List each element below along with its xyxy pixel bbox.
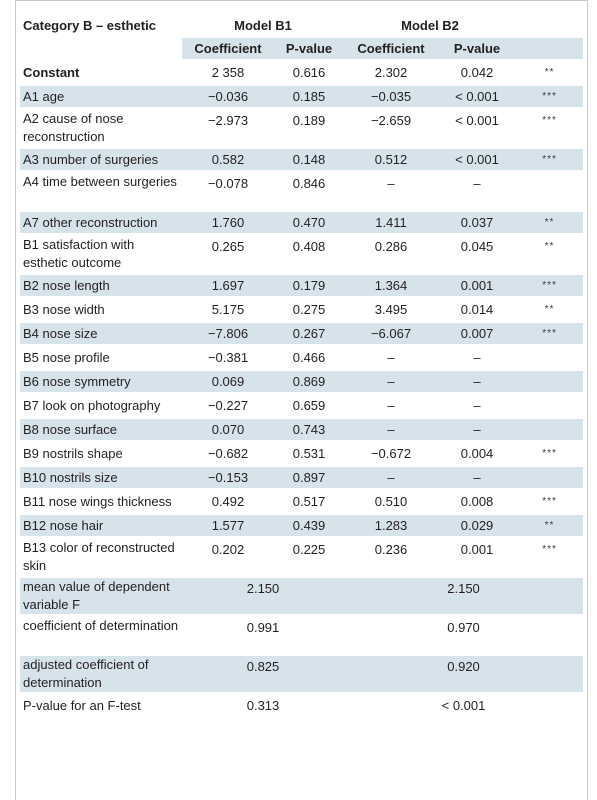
b2-coefficient: 0.286 [374,239,408,254]
b1-coefficient: −0.381 [207,350,249,365]
significance-stars: *** [516,149,583,170]
b1-pvalue: 0.616 [292,65,326,80]
b1-pvalue: 0.275 [292,302,326,317]
table-row [20,467,583,488]
table-row [20,62,583,83]
significance-stars [516,467,583,488]
b2-coefficient: −2.659 [370,113,412,128]
significance-heading [516,38,583,59]
b1-coefficient: −7.806 [182,323,274,344]
table-row [20,515,583,536]
stats-row [20,578,583,614]
table-row [20,419,583,440]
b2-pvalue: – [438,371,516,392]
b1-coefficient: 5.175 [211,302,245,317]
b2-pvalue: 0.029 [438,515,516,536]
b2-coefficient: – [344,467,438,488]
b2-coefficient: 2.302 [374,65,408,80]
b1-pvalue: 0.869 [274,371,344,392]
b1-pvalue: 0.470 [274,212,344,233]
header-row [20,14,583,35]
b1-coefficient: −2.973 [207,113,249,128]
model-b2-stat: 0.970 [447,620,480,635]
row-label: B5 nose profile [23,350,110,365]
model-b1-stat: 0.313 [246,698,280,713]
model-b2-stat: < 0.001 [441,698,486,713]
b1-coefficient: 0.202 [211,542,245,557]
row-label: B7 look on photography [23,398,161,413]
significance-stars: ** [544,304,555,315]
b1-coefficient: −0.227 [207,398,249,413]
table-row [20,236,583,272]
b1-pvalue: 0.659 [292,398,326,413]
b2-pvalue: 0.014 [460,302,494,317]
model-b1-stat: 2.150 [182,578,344,614]
model-b2-stat: 0.920 [344,656,583,692]
significance-stars: *** [542,496,557,507]
b1-pvalue: 0.466 [292,350,326,365]
significance-stars [516,347,583,368]
significance-stars: *** [542,544,557,555]
table-row [20,539,583,575]
b1-coefficient: −0.036 [182,86,274,107]
header-blank [516,14,583,35]
row-label: Constant [23,65,80,80]
b1-pvalue: 0.846 [292,176,326,191]
significance-stars: *** [516,323,583,344]
row-label: B1 satisfaction with esthetic outcome [23,237,135,270]
category-heading: Category B – esthetic [23,18,156,33]
b2-coefficient: – [387,398,395,413]
table-row [20,443,583,464]
b2-pvalue: – [438,467,516,488]
b1-coefficient: 1.760 [182,212,274,233]
table-row [20,299,583,320]
b1-pvalue: 0.408 [292,239,326,254]
b2-pvalue: – [473,350,481,365]
table-row [20,491,583,512]
row-label: A7 other reconstruction [20,212,182,233]
b2-coefficient: – [387,350,395,365]
b2-pvalue: 0.037 [438,212,516,233]
table-row [20,86,583,107]
significance-stars: ** [544,67,555,78]
b1-coefficient: 0.582 [182,149,274,170]
row-label: B9 nostrils shape [23,446,123,461]
b1-pvalue: 0.517 [292,494,326,509]
b1-coefficient: 0.070 [182,419,274,440]
b2-coefficient: 3.495 [374,302,408,317]
table-row [20,275,583,296]
table-row [20,371,583,392]
b2-coefficient: 0.236 [374,542,408,557]
significance-stars: *** [542,115,557,126]
b2-coefficient: – [344,371,438,392]
stats-label: P-value for an F-test [23,698,141,713]
row-label: B8 nose surface [20,419,182,440]
b1-coefficient: 0.069 [182,371,274,392]
significance-stars: *** [516,86,583,107]
row-label: B6 nose symmetry [20,371,182,392]
b2-coefficient-heading: Coefficient [344,38,438,59]
row-label: B12 nose hair [20,515,182,536]
b2-coefficient: 0.512 [344,149,438,170]
significance-stars: ** [516,212,583,233]
b1-pvalue: 0.179 [274,275,344,296]
b2-coefficient: – [387,176,395,191]
row-label: A1 age [20,86,182,107]
significance-stars: *** [542,448,557,459]
b2-coefficient: 1.283 [344,515,438,536]
significance-stars [516,419,583,440]
b1-pvalue: 0.897 [274,467,344,488]
table-row [20,395,583,416]
b2-pvalue-heading: P-value [438,38,516,59]
table-row [20,323,583,344]
b1-coefficient: −0.682 [207,446,249,461]
table-body [20,62,583,716]
subheader-row [20,38,583,59]
b2-pvalue: – [473,398,481,413]
table-row [20,149,583,170]
b1-pvalue: 0.225 [292,542,326,557]
b1-coefficient-heading: Coefficient [182,38,274,59]
table-row [20,212,583,233]
significance-stars [516,395,583,416]
model-b1-stat: 0.991 [246,620,280,635]
subheader-blank [20,38,182,59]
b1-coefficient: 1.697 [182,275,274,296]
stats-label: mean value of dependent variable F [20,578,182,614]
b2-coefficient: −6.067 [344,323,438,344]
row-label: B2 nose length [20,275,182,296]
stats-label: coefficient of determination [23,618,179,633]
b1-pvalue: 0.531 [292,446,326,461]
b2-coefficient: 0.510 [374,494,408,509]
stats-row [20,656,583,692]
b1-coefficient: 0.265 [211,239,245,254]
row-label: A3 number of surgeries [20,149,182,170]
b2-pvalue: < 0.001 [455,113,499,128]
b2-pvalue: – [438,419,516,440]
b1-coefficient: 2 358 [211,65,245,80]
b1-pvalue-heading: P-value [274,38,344,59]
row-label: A4 time between surgeries [23,174,177,189]
b2-pvalue: 0.004 [460,446,494,461]
model-b1-heading: Model B1 [234,18,292,33]
b2-pvalue: 0.042 [460,65,494,80]
b2-pvalue: 0.001 [438,275,516,296]
b2-pvalue: 0.001 [460,542,494,557]
b1-pvalue: 0.439 [274,515,344,536]
b2-pvalue: 0.007 [438,323,516,344]
b2-coefficient: −0.672 [370,446,412,461]
row-label: B13 color of reconstructed skin [23,540,175,573]
b2-pvalue: < 0.001 [438,86,516,107]
significance-stars: ** [544,241,555,252]
significance-stars: ** [516,515,583,536]
row-label: B10 nostrils size [20,467,182,488]
b2-coefficient: 1.411 [344,212,438,233]
stats-label: adjusted coefficient of determination [20,656,182,692]
b1-pvalue: 0.743 [274,419,344,440]
b1-pvalue: 0.189 [292,113,326,128]
significance-stars [516,371,583,392]
b1-pvalue: 0.185 [274,86,344,107]
b1-coefficient: 1.577 [182,515,274,536]
b1-coefficient: 0.492 [211,494,245,509]
b1-pvalue: 0.267 [274,323,344,344]
row-label: B4 nose size [20,323,182,344]
b2-pvalue: – [473,176,481,191]
regression-table [20,11,583,719]
model-b2-stat: 2.150 [344,578,583,614]
b1-coefficient: −0.153 [182,467,274,488]
table-row [20,110,583,146]
significance-stars: *** [516,275,583,296]
b2-pvalue: 0.008 [460,494,494,509]
b2-pvalue: 0.045 [460,239,494,254]
row-label: B3 nose width [23,302,105,317]
stats-row [20,695,583,716]
b2-coefficient: −0.035 [344,86,438,107]
b2-pvalue: < 0.001 [438,149,516,170]
table-row [20,347,583,368]
table-row [20,173,583,209]
b2-coefficient: 1.364 [344,275,438,296]
b1-pvalue: 0.148 [274,149,344,170]
row-label: A2 cause of nose reconstruction [23,111,124,144]
b1-coefficient: −0.078 [207,176,249,191]
b2-coefficient: – [344,419,438,440]
row-label: B11 nose wings thickness [23,494,172,509]
stats-row [20,617,583,653]
model-b2-heading: Model B2 [401,18,459,33]
model-b1-stat: 0.825 [182,656,344,692]
significance-stars [516,173,583,209]
